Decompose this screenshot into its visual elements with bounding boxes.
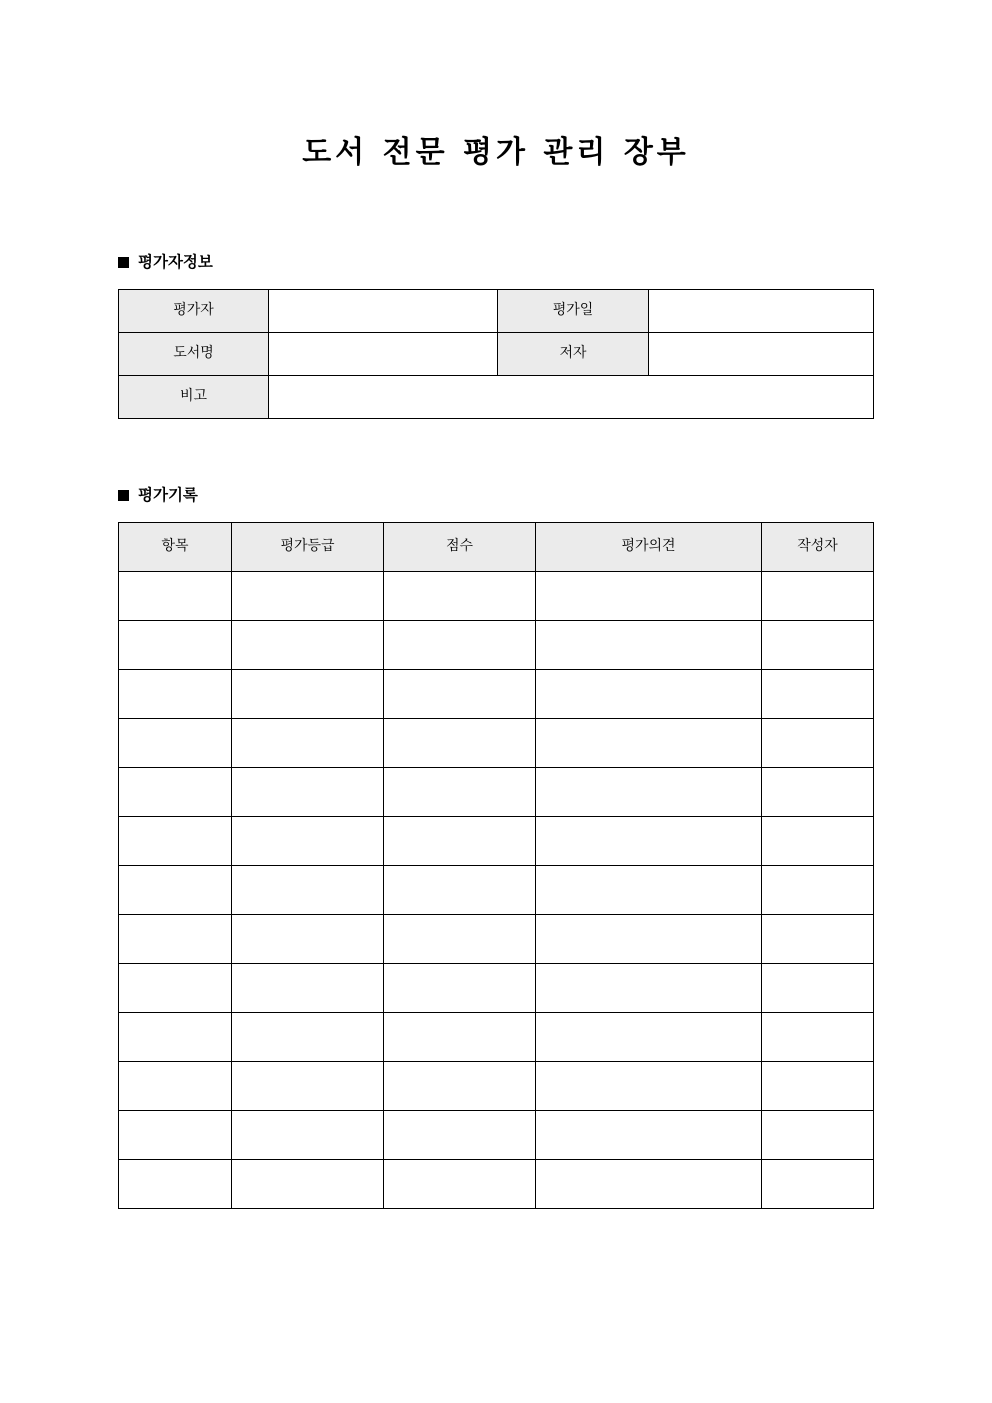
- info-label-book-title: 도서명: [119, 333, 269, 376]
- record-cell-opinion[interactable]: [536, 670, 762, 719]
- record-cell-writer[interactable]: [762, 768, 874, 817]
- record-cell-score[interactable]: [384, 670, 536, 719]
- record-cell-grade[interactable]: [232, 1062, 384, 1111]
- record-cell-score[interactable]: [384, 817, 536, 866]
- section-heading-evaluator-info: [118, 251, 213, 273]
- table-row: [119, 290, 874, 333]
- table-row: [119, 1160, 874, 1209]
- record-cell-item[interactable]: [119, 719, 232, 768]
- record-cell-score[interactable]: [384, 768, 536, 817]
- evaluator-info-table: [118, 289, 874, 419]
- record-cell-writer[interactable]: [762, 1111, 874, 1160]
- record-cell-grade[interactable]: [232, 866, 384, 915]
- record-cell-writer[interactable]: [762, 719, 874, 768]
- record-cell-grade[interactable]: [232, 915, 384, 964]
- record-cell-grade[interactable]: [232, 1013, 384, 1062]
- info-value-evaluator[interactable]: [269, 290, 498, 333]
- black-square-bullet-icon: [118, 490, 129, 501]
- record-cell-opinion[interactable]: [536, 768, 762, 817]
- record-cell-opinion[interactable]: [536, 719, 762, 768]
- record-cell-opinion[interactable]: [536, 915, 762, 964]
- table-row: [119, 768, 874, 817]
- record-cell-grade[interactable]: [232, 768, 384, 817]
- record-cell-opinion[interactable]: [536, 621, 762, 670]
- record-cell-grade[interactable]: [232, 670, 384, 719]
- record-cell-writer[interactable]: [762, 817, 874, 866]
- table-row: [119, 1062, 874, 1111]
- table-row: [119, 621, 874, 670]
- info-label-evaluator: 평가자: [119, 290, 269, 333]
- table-row: [119, 572, 874, 621]
- record-cell-opinion[interactable]: [536, 1013, 762, 1062]
- record-cell-item[interactable]: [119, 964, 232, 1013]
- record-cell-grade[interactable]: [232, 1111, 384, 1160]
- record-cell-item[interactable]: [119, 572, 232, 621]
- column-header-item: 항목: [119, 523, 232, 572]
- black-square-bullet-icon: [118, 257, 129, 268]
- record-cell-item[interactable]: [119, 866, 232, 915]
- record-cell-grade[interactable]: [232, 817, 384, 866]
- record-cell-grade[interactable]: [232, 1160, 384, 1209]
- record-cell-opinion[interactable]: [536, 964, 762, 1013]
- record-cell-score[interactable]: [384, 915, 536, 964]
- record-cell-score[interactable]: [384, 1062, 536, 1111]
- record-cell-score[interactable]: [384, 1160, 536, 1209]
- record-cell-item[interactable]: [119, 915, 232, 964]
- record-cell-opinion[interactable]: [536, 1111, 762, 1160]
- evaluation-records-table: [118, 522, 874, 1209]
- info-value-evaluation-date[interactable]: [649, 290, 874, 333]
- section-heading-label: 평가기록: [138, 486, 198, 504]
- record-cell-item[interactable]: [119, 768, 232, 817]
- record-cell-score[interactable]: [384, 621, 536, 670]
- table-row: [119, 1111, 874, 1160]
- column-header-writer: 작성자: [762, 523, 874, 572]
- info-value-book-title[interactable]: [269, 333, 498, 376]
- table-row: [119, 915, 874, 964]
- record-cell-writer[interactable]: [762, 964, 874, 1013]
- record-cell-item[interactable]: [119, 1013, 232, 1062]
- record-cell-grade[interactable]: [232, 719, 384, 768]
- record-cell-writer[interactable]: [762, 915, 874, 964]
- record-cell-grade[interactable]: [232, 964, 384, 1013]
- record-cell-item[interactable]: [119, 817, 232, 866]
- table-row: [119, 333, 874, 376]
- info-value-remarks[interactable]: [269, 376, 874, 419]
- record-cell-score[interactable]: [384, 1013, 536, 1062]
- record-cell-opinion[interactable]: [536, 1160, 762, 1209]
- record-cell-score[interactable]: [384, 1111, 536, 1160]
- record-cell-item[interactable]: [119, 670, 232, 719]
- info-value-author[interactable]: [649, 333, 874, 376]
- record-cell-grade[interactable]: [232, 621, 384, 670]
- table-row: [119, 376, 874, 419]
- evaluation-records-body: [119, 572, 874, 1209]
- record-cell-score[interactable]: [384, 964, 536, 1013]
- record-cell-score[interactable]: [384, 866, 536, 915]
- table-row: [119, 964, 874, 1013]
- record-cell-item[interactable]: [119, 1062, 232, 1111]
- record-cell-writer[interactable]: [762, 621, 874, 670]
- record-cell-score[interactable]: [384, 719, 536, 768]
- table-row: [119, 719, 874, 768]
- section-heading-evaluation-records: [118, 484, 198, 506]
- record-cell-opinion[interactable]: [536, 572, 762, 621]
- record-cell-score[interactable]: [384, 572, 536, 621]
- record-cell-opinion[interactable]: [536, 817, 762, 866]
- record-cell-grade[interactable]: [232, 572, 384, 621]
- info-label-author: 저자: [498, 333, 649, 376]
- record-cell-item[interactable]: [119, 1111, 232, 1160]
- info-label-remarks: 비고: [119, 376, 269, 419]
- table-row: [119, 1013, 874, 1062]
- info-label-evaluation-date: 평가일: [498, 290, 649, 333]
- record-cell-writer[interactable]: [762, 1013, 874, 1062]
- record-cell-opinion[interactable]: [536, 1062, 762, 1111]
- table-header-row: [119, 523, 874, 572]
- record-cell-writer[interactable]: [762, 572, 874, 621]
- table-row: [119, 817, 874, 866]
- record-cell-writer[interactable]: [762, 1160, 874, 1209]
- section-heading-label: 평가자정보: [138, 253, 213, 271]
- column-header-score: 점수: [384, 523, 536, 572]
- record-cell-item[interactable]: [119, 621, 232, 670]
- record-cell-writer[interactable]: [762, 1062, 874, 1111]
- page-title: 도서 전문 평가 관리 장부: [302, 135, 690, 170]
- record-cell-item[interactable]: [119, 1160, 232, 1209]
- record-cell-writer[interactable]: [762, 670, 874, 719]
- column-header-grade: 평가등급: [232, 523, 384, 572]
- record-cell-opinion[interactable]: [536, 866, 762, 915]
- column-header-opinion: 평가의견: [536, 523, 762, 572]
- table-row: [119, 670, 874, 719]
- record-cell-writer[interactable]: [762, 866, 874, 915]
- table-row: [119, 866, 874, 915]
